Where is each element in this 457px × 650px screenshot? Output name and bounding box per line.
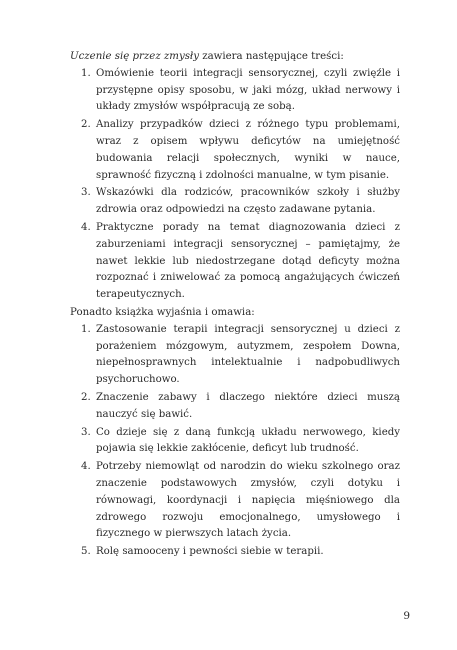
list-item: 4. Praktyczne porady na temat diagnozowania dzieci z zaburzeniami integracji sensorycznej – pamiętajmy, że nawet lekkie lub niedostrzegane dotąd deficyty można rozpoznać i zniwelować za pomocą angażujących ćwiczeń terapeutycznych. bbox=[94, 220, 400, 304]
intro-text: zawiera następujące treści: bbox=[199, 51, 344, 62]
additional-topics-list bbox=[70, 322, 400, 561]
page-body bbox=[70, 49, 400, 562]
list-item: 5. Rolę samooceny i pewności siebie w terapii. bbox=[94, 544, 400, 561]
page-number: 9 bbox=[403, 610, 410, 622]
list-item: 3. Co dzieje się z daną funkcją układu nerwowego, kiedy pojawia się lekkie zakłócenie, deficyt lub trudność. bbox=[94, 425, 400, 459]
list-item: 2. Znaczenie zabawy i dlaczego niektóre dzieci muszą nauczyć się bawić. bbox=[94, 390, 400, 424]
mid-paragraph: Ponadto książka wyjaśnia i omawia: bbox=[70, 306, 255, 318]
contents-list bbox=[70, 66, 400, 304]
book-title-italic: Uczenie się przez zmysły bbox=[70, 51, 199, 62]
list-item: 3. Wskazówki dla rodziców, pracowników szkoły i służby zdrowia oraz odpowiedzi na często zadawane pytania. bbox=[94, 185, 400, 219]
intro-paragraph bbox=[70, 49, 400, 66]
list-item: 1. Omówienie teorii integracji sensorycznej, czyli zwięźle i przystępne opisy sposobu, w jaki mózg, układ nerwowy i układy zmysłów współpracują ze sobą. bbox=[94, 66, 400, 116]
list-item: 4. Potrzeby niemowląt od narodzin do wieku szkolnego oraz znaczenie podstawowych zmysłów, czyli dotyku i równowagi, koordynacji i napięcia mięśniowego dla zdrowego rozwoju emocjonalnego, umysłowego i fizycznego w pierwszych latach życia. bbox=[94, 459, 400, 543]
list-item: 1. Zastosowanie terapii integracji sensorycznej u dzieci z porażeniem mózgowym, autyzmem, zespołem Downa, niepełnosprawnych intelektualnie i nadpobudliwych psychoruchowo. bbox=[94, 322, 400, 389]
list-item: 2. Analizy przypadków dzieci z różnego typu problemami, wraz z opisem wpływu deficytów na umiejętność budowania relacji społecznych, wyniki w nauce, sprawność fizyczną i zdolności manualne, w tym pisanie. bbox=[94, 117, 400, 184]
